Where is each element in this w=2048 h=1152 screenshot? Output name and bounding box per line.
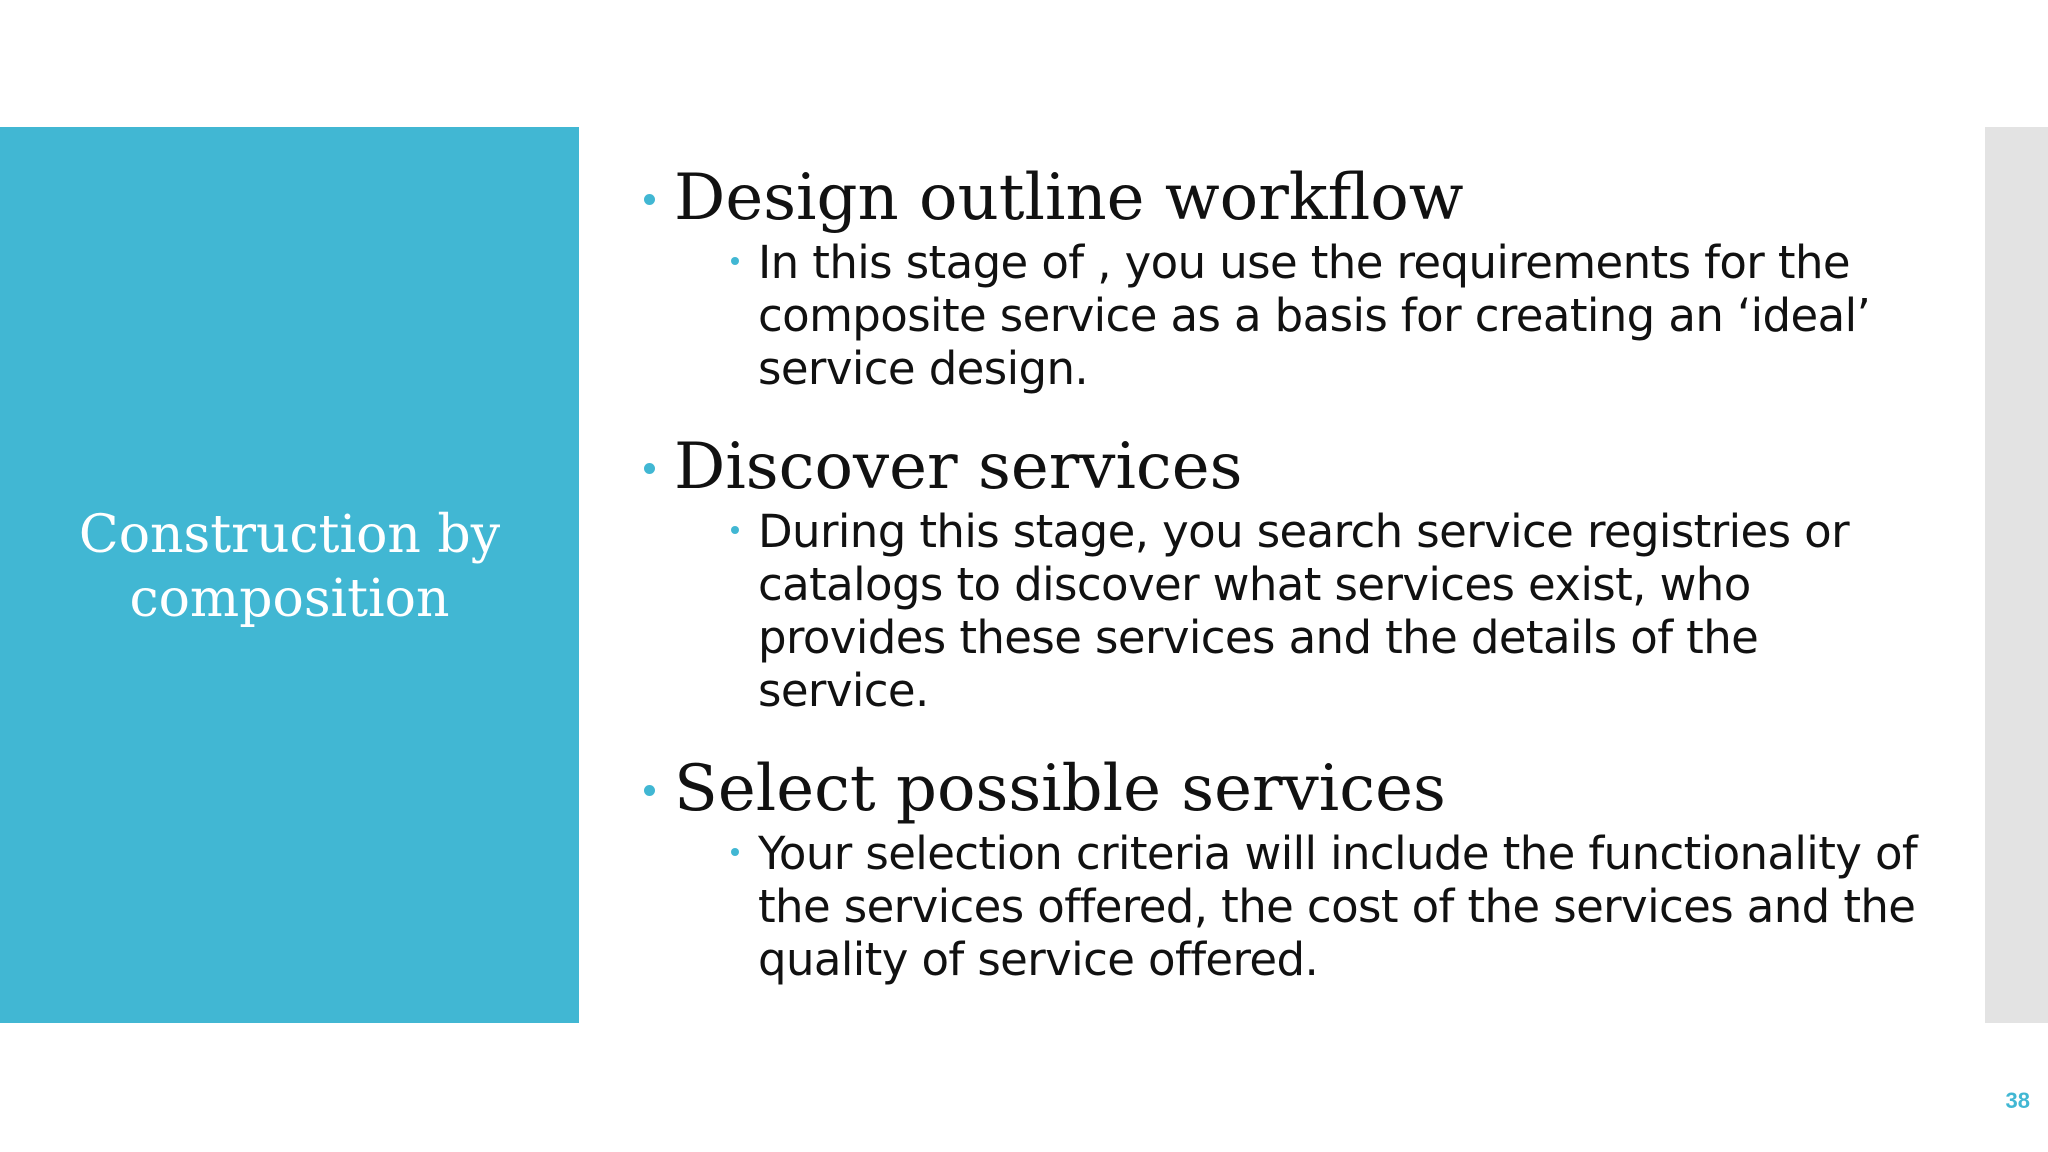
- bullet-heading: Select possible services: [674, 752, 1446, 826]
- sub-bullet-text: Your selection criteria will include the functionality of the services offered, the cost of the services and the quality of service offered.: [758, 827, 1918, 986]
- sub-bullet-text: In this stage of , you use the requirements for the composite service as a basis for creating an ‘ideal’ service design.: [758, 236, 1871, 395]
- bullet-dot-icon: [644, 785, 655, 796]
- sub-bullet-dot-icon: [731, 848, 739, 856]
- bullet-heading: Design outline workflow: [674, 161, 1464, 235]
- bullet-item: [640, 429, 1940, 717]
- bullet-dot-icon: [644, 463, 655, 474]
- bullet-heading-row: [640, 751, 1940, 827]
- sub-bullet: [758, 505, 1940, 717]
- bullet-heading-row: [640, 429, 1940, 505]
- sub-bullet: [758, 236, 1940, 395]
- page-number: 38: [2005, 1088, 2030, 1113]
- bullet-item: [640, 160, 1940, 395]
- bullet-heading: Discover services: [674, 430, 1243, 504]
- right-accent-bar: [1985, 127, 2048, 1023]
- bullet-item: [640, 751, 1940, 986]
- sub-bullet-text: During this stage, you search service registries or catalogs to discover what services exist, who provides these services and the details of the service.: [758, 505, 1849, 717]
- bullet-list: [640, 160, 1940, 986]
- sub-bullet: [758, 827, 1940, 986]
- sub-bullet-dot-icon: [731, 257, 739, 265]
- sub-bullet-dot-icon: [731, 526, 739, 534]
- bullet-heading-row: [640, 160, 1940, 236]
- bullet-dot-icon: [644, 194, 655, 205]
- slide-title: Construction by composition: [78, 505, 501, 629]
